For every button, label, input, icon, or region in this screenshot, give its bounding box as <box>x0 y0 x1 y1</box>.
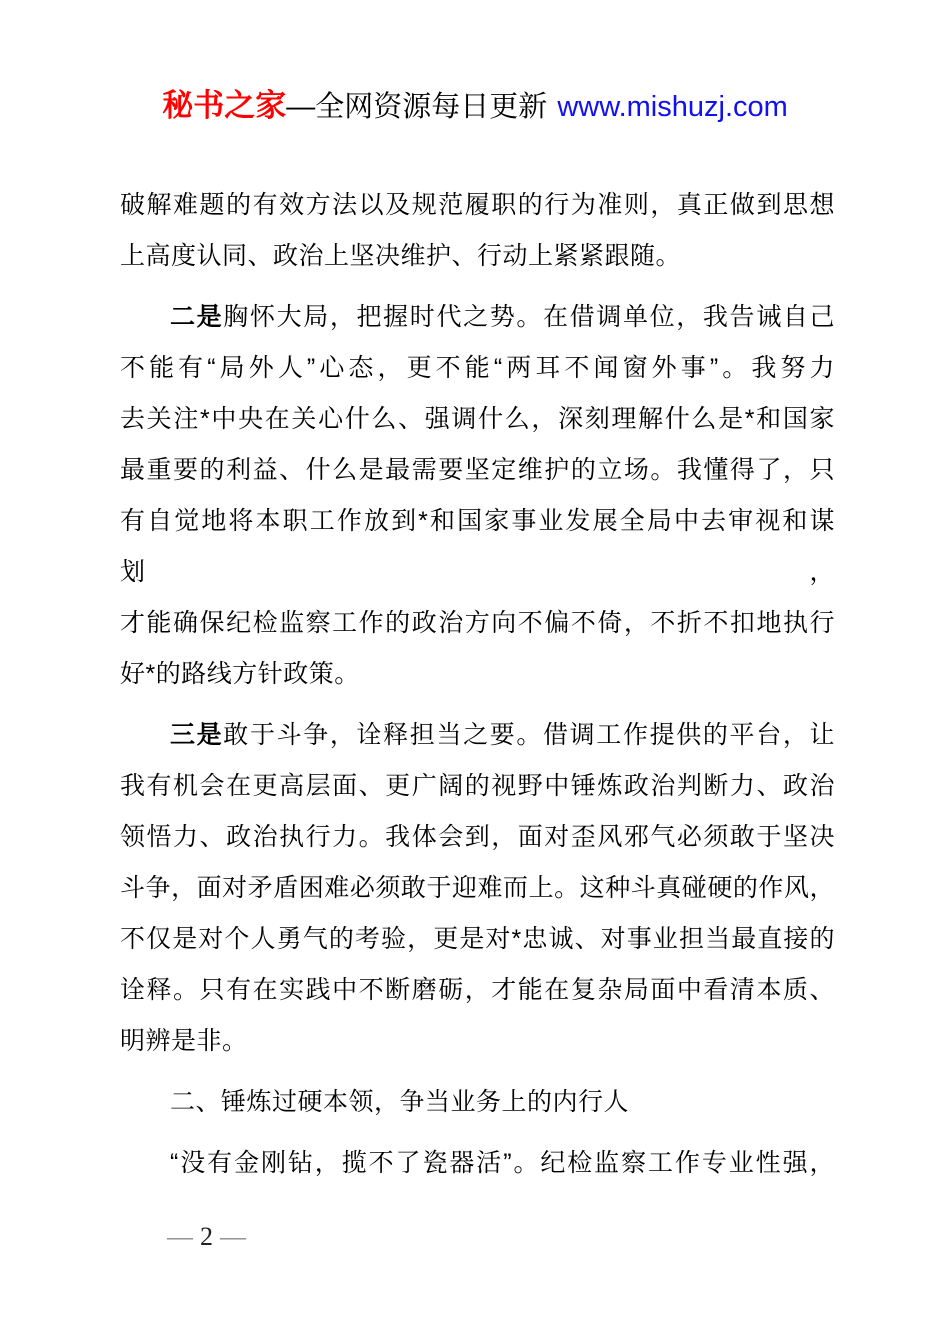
text-line: “没有金刚钻，揽不了瓷器活”。纪检监察工作专业性强， <box>170 1149 835 1177</box>
site-header <box>0 86 950 126</box>
page-number <box>160 1222 253 1252</box>
page-number-dash-left: — <box>167 1222 193 1251</box>
text-line: 才能确保纪检监察工作的政治方向不偏不倚，不折不扣地执行 <box>120 609 835 637</box>
bold-lead-in: 二是 <box>170 303 224 331</box>
text-line: 诠释。只有在实践中不断磨砺，才能在复杂局面中看清本质、 <box>120 976 835 1004</box>
text-line: 破解难题的有效方法以及规范履职的行为准则，真正做到思想 <box>120 191 835 219</box>
text-line: 最重要的利益、什么是最需要坚定维护的立场。我懂得了，只 <box>120 456 835 484</box>
text-line: 领悟力、政治执行力。我体会到，面对歪风邪气必须敢于坚决 <box>120 823 835 851</box>
document-body <box>120 180 835 1199</box>
page-number-value: 2 <box>200 1222 213 1251</box>
text-line: 有自觉地将本职工作放到*和国家事业发展全局中去审视和谋划， <box>120 507 835 586</box>
text-line: 不能有“局外人”心态，更不能“两耳不闻窗外事”。我努力 <box>120 354 835 382</box>
paragraph-2 <box>120 292 835 700</box>
text-line <box>120 292 835 343</box>
text-line: 好*的路线方针政策。 <box>120 660 360 688</box>
site-name-text: 秘书之家 <box>162 88 287 123</box>
site-url-link[interactable]: www.mishuzj.com <box>557 91 788 123</box>
bold-lead-in: 三是 <box>170 721 224 749</box>
paragraph-1 <box>120 180 835 282</box>
text-line: 斗争，面对矛盾困难必须敢于迎难而上。这种斗真碰硬的作风， <box>120 874 835 902</box>
text-line: 去关注*中央在关心什么、强调什么，深刻理解什么是*和国家 <box>120 405 835 433</box>
text-line: 不仅是对个人勇气的考验，更是对*忠诚、对事业担当最直接的 <box>120 925 835 953</box>
paragraph-3 <box>120 710 835 1067</box>
text-line <box>120 710 835 761</box>
section-heading <box>120 1077 835 1128</box>
line-text: 敢于斗争，诠释担当之要。借调工作提供的平台，让 <box>223 721 835 749</box>
page-number-dash-right: — <box>220 1222 246 1251</box>
text-line: 明辨是非。 <box>120 1027 248 1055</box>
section-heading-text: 二、锤炼过硬本领，争当业务上的内行人 <box>170 1088 630 1116</box>
line-text: 胸怀大局，把握时代之势。在借调单位，我告诫自己 <box>223 303 835 331</box>
paragraph-4 <box>120 1138 835 1189</box>
text-line: 上高度认同、政治上坚决维护、行动上紧紧跟随。 <box>120 242 682 270</box>
text-line: 我有机会在更高层面、更广阔的视野中锤炼政治判断力、政治 <box>120 772 835 800</box>
site-tagline-text: —全网资源每日更新 <box>286 91 548 123</box>
